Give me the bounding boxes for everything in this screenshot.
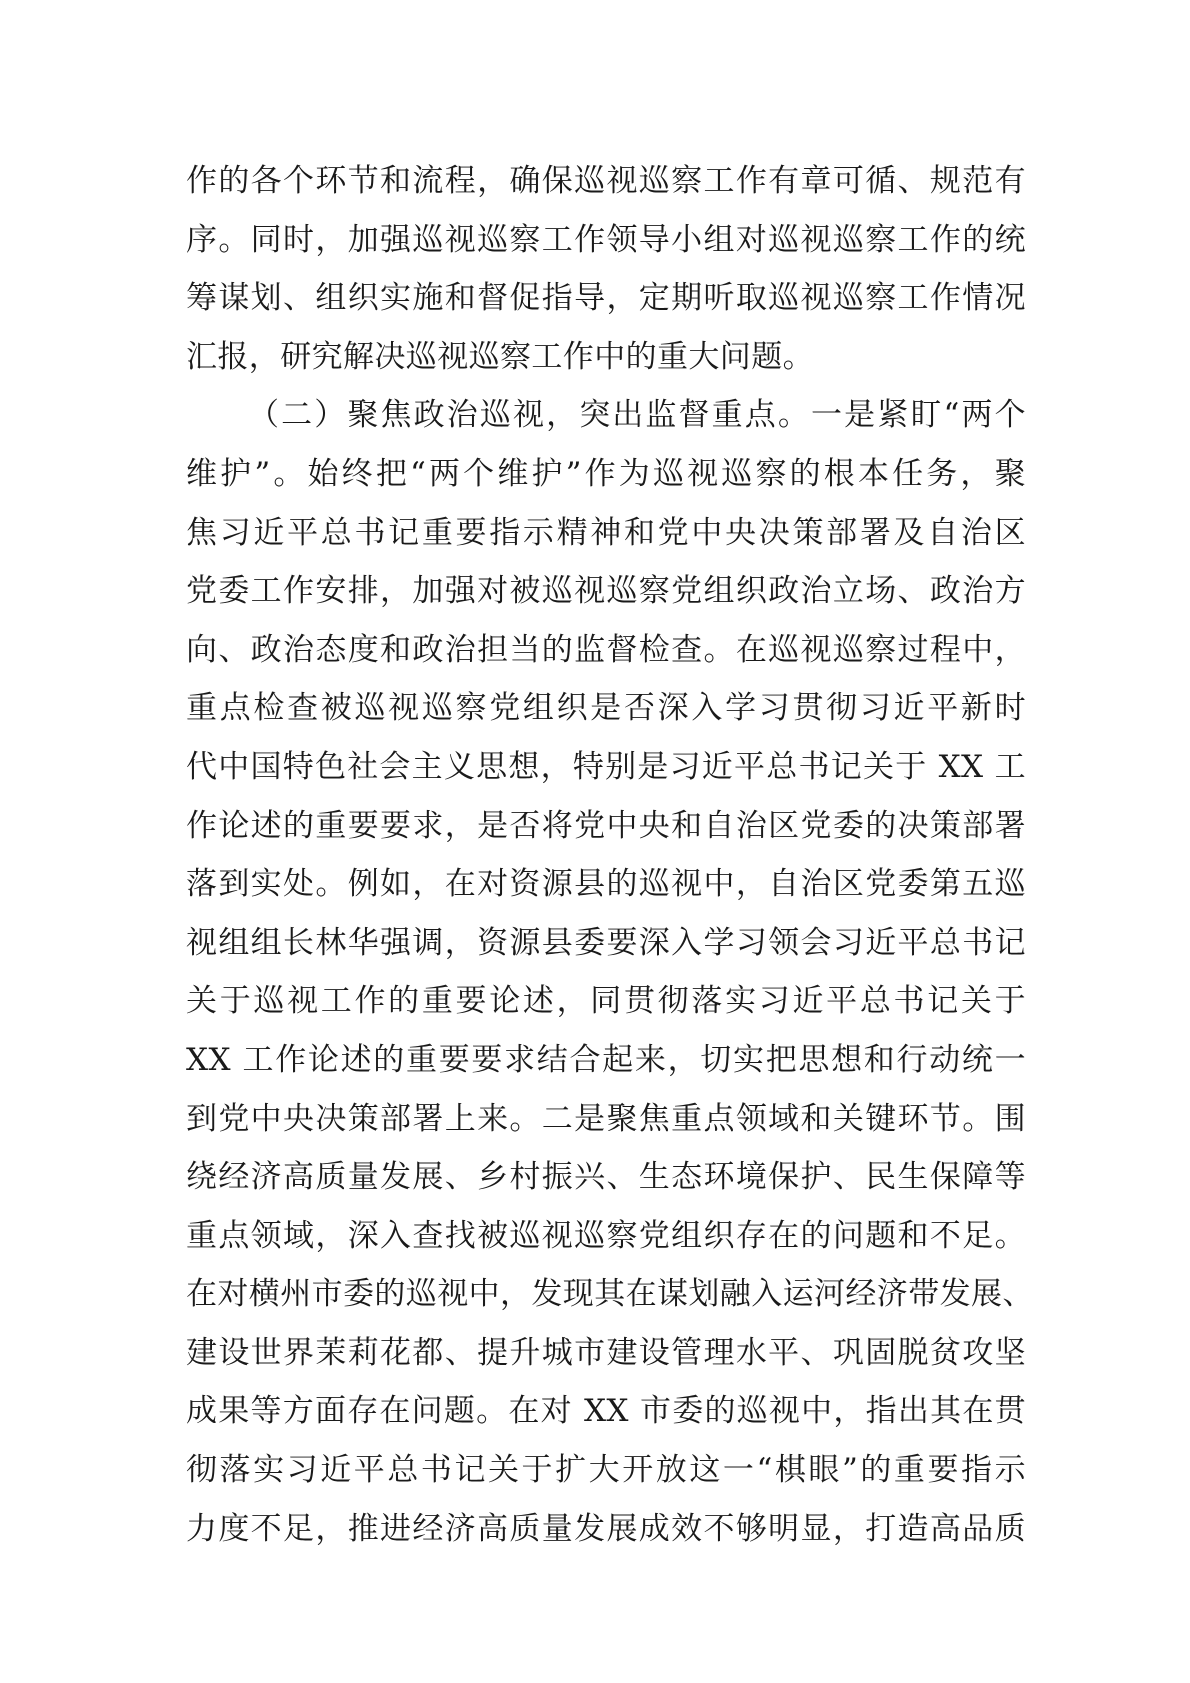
section-heading-line: （二）聚焦政治巡视，突出监督重点。一是紧盯“两个 [248, 397, 1026, 434]
body-text [186, 152, 1034, 1558]
text-line: 筹谋划、组织实施和督促指导，定期听取巡视巡察工作情况 [186, 280, 1026, 317]
text-line: 序。同时，加强巡视巡察工作领导小组对巡视巡察工作的统 [186, 221, 1026, 258]
text-line: 到党中央决策部署上来。二是聚焦重点领域和关键环节。围 [186, 1100, 1026, 1137]
text-line: 焦习近平总书记重要指示精神和党中央决策部署及自治区 [186, 514, 1026, 551]
text-line: 重点检查被巡视巡察党组织是否深入学习贯彻习近平新时 [186, 690, 1026, 727]
text-line: 视组组长林华强调，资源县委要深入学习领会习近平总书记 [186, 924, 1026, 961]
text-line: 重点领域，深入查找被巡视巡察党组织存在的问题和不足。 [186, 1217, 1026, 1254]
text-line: 在对横州市委的巡视中，发现其在谋划融入运河经济带发展、 [186, 1276, 1034, 1313]
text-line: 代中国特色社会主义思想，特别是习近平总书记关于 XX 工 [186, 748, 1026, 785]
text-line: 彻落实习近平总书记关于扩大开放这一“棋眼”的重要指示 [186, 1452, 1026, 1489]
text-line: 维护”。始终把“两个维护”作为巡视巡察的根本任务，聚 [186, 455, 1026, 492]
text-line: 力度不足，推进经济高质量发展成效不够明显，打造高品质 [186, 1510, 1026, 1547]
text-line: 向、政治态度和政治担当的监督检查。在巡视巡察过程中， [186, 631, 1026, 668]
text-line: 作论述的重要要求，是否将党中央和自治区党委的决策部署 [186, 807, 1026, 844]
text-line: 党委工作安排，加强对被巡视巡察党组织政治立场、政治方 [186, 573, 1026, 610]
text-line: 绕经济高质量发展、乡村振兴、生态环境保护、民生保障等 [186, 1159, 1026, 1196]
text-line: 作的各个环节和流程，确保巡视巡察工作有章可循、规范有 [186, 163, 1026, 199]
paragraph-end-line: 汇报，研究解决巡视巡察工作中的重大问题。 [186, 338, 814, 375]
text-line: XX 工作论述的重要要求结合起来，切实把思想和行动统一 [186, 1041, 1026, 1078]
text-line: 成果等方面存在问题。在对 XX 市委的巡视中，指出其在贯 [186, 1393, 1026, 1430]
text-line: 落到实处。例如，在对资源县的巡视中，自治区党委第五巡 [186, 866, 1026, 903]
text-line: 建设世界茉莉花都、提升城市建设管理水平、巩固脱贫攻坚 [186, 1334, 1026, 1371]
text-line: 关于巡视工作的重要论述，同贯彻落实习近平总书记关于 [186, 983, 1026, 1020]
